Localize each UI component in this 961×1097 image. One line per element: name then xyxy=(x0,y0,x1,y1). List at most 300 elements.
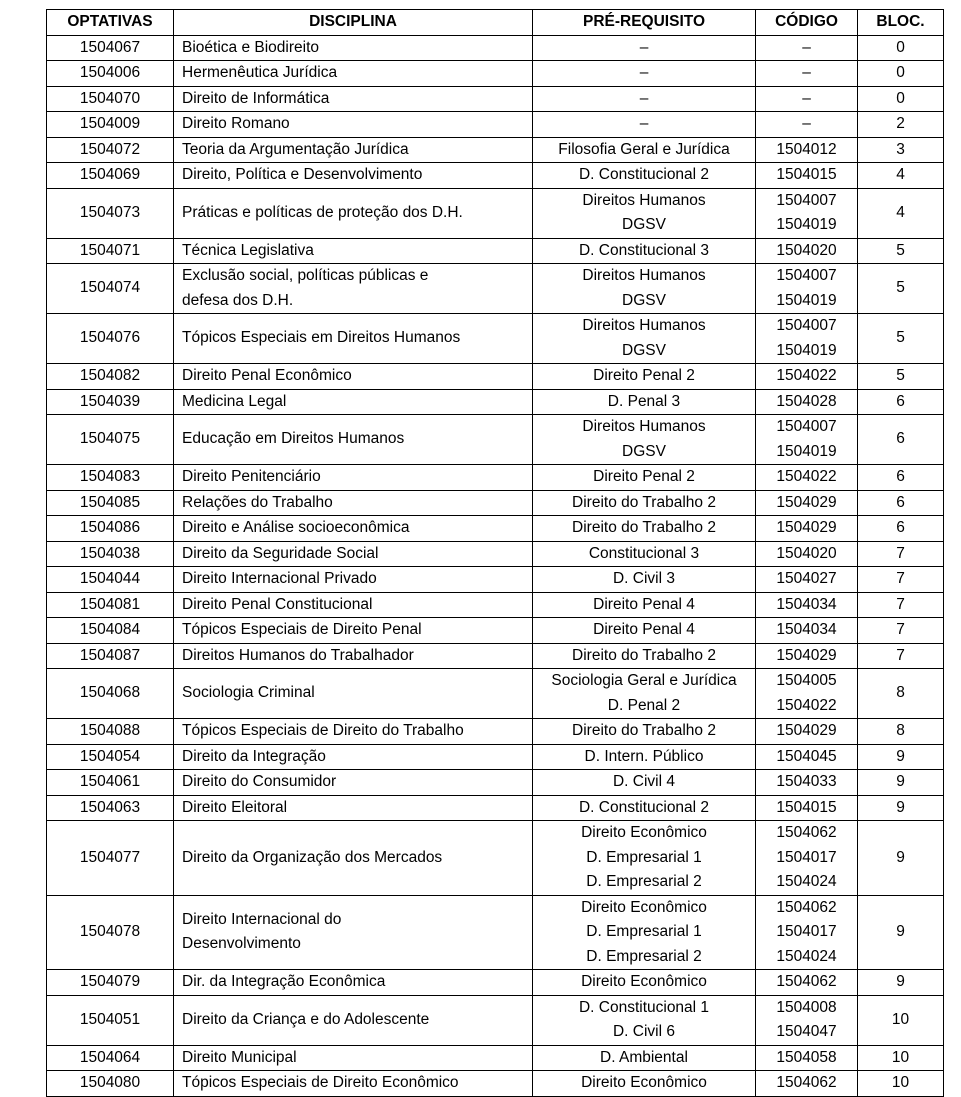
table-row xyxy=(47,238,944,264)
prerequisite-code-cell xyxy=(756,35,858,61)
prerequisite-line: D. Ambiental xyxy=(600,1048,688,1066)
table-row xyxy=(47,541,944,567)
prerequisite-line: Constitucional 3 xyxy=(588,544,700,562)
prerequisite-line: DGSV xyxy=(622,442,666,460)
prerequisite-code-cell xyxy=(756,490,858,516)
discipline-line: Tópicos Especiais de Direito Penal xyxy=(182,621,422,638)
bloc-cell: 8 xyxy=(858,719,944,745)
prerequisite-code-cell xyxy=(756,895,858,970)
discipline-line: Sociologia Criminal xyxy=(182,684,315,702)
bloc-cell: 6 xyxy=(858,465,944,491)
prerequisite-code-line: 1504019 xyxy=(776,341,837,359)
prerequisite-line: – xyxy=(639,38,649,56)
discipline-cell xyxy=(174,1071,533,1097)
discipline-line: Dir. da Integração Econômica xyxy=(182,973,386,990)
prerequisite-code-line: 1504019 xyxy=(776,291,837,309)
prerequisite-cell xyxy=(533,541,756,567)
prerequisite-code-cell xyxy=(756,795,858,821)
bloc-cell: 4 xyxy=(858,188,944,238)
prerequisite-code-line: 1504008 xyxy=(776,998,837,1016)
discipline-line: Práticas e políticas de proteção dos D.H. xyxy=(182,203,463,221)
prerequisite-cell xyxy=(533,490,756,516)
table-row xyxy=(47,669,944,719)
bloc-cell: 9 xyxy=(858,744,944,770)
elective-code-cell: 1504071 xyxy=(47,238,174,264)
prerequisite-line: Sociologia Geral e Jurídica xyxy=(551,672,737,689)
prerequisite-cell xyxy=(533,364,756,390)
discipline-cell xyxy=(174,364,533,390)
prerequisite-code-cell xyxy=(756,137,858,163)
electives-table xyxy=(46,9,944,1097)
table-row xyxy=(47,389,944,415)
discipline-line: Direito da Organização dos Mercados xyxy=(182,848,443,866)
prerequisite-code-line: 1504029 xyxy=(776,722,837,739)
prerequisite-code-cell xyxy=(756,61,858,87)
prerequisite-code-line: 1504022 xyxy=(776,468,837,485)
prerequisite-cell xyxy=(533,314,756,364)
prerequisite-code-line: 1504028 xyxy=(776,392,837,410)
prerequisite-code-line: 1504019 xyxy=(776,442,837,460)
prerequisite-line: – xyxy=(639,89,649,107)
prerequisite-code-cell xyxy=(756,188,858,238)
elective-code-cell: 1504068 xyxy=(47,669,174,719)
prerequisite-cell xyxy=(533,821,756,896)
prerequisite-line: D. Empresarial 1 xyxy=(586,848,702,866)
prerequisite-line: Filosofia Geral e Jurídica xyxy=(558,140,730,158)
table-row xyxy=(47,592,944,618)
prerequisite-code-cell xyxy=(756,970,858,996)
prerequisite-cell xyxy=(533,643,756,669)
prerequisite-code-line: 1504058 xyxy=(776,1048,837,1066)
table-header xyxy=(47,10,944,36)
table-row xyxy=(47,770,944,796)
bloc-cell: 9 xyxy=(858,895,944,970)
prerequisite-line: D. Civil 6 xyxy=(612,1023,675,1040)
discipline-line: Direito de Informática xyxy=(182,89,330,107)
prerequisite-cell xyxy=(533,264,756,314)
table-row xyxy=(47,415,944,465)
discipline-line: Tópicos Especiais de Direito Econômico xyxy=(182,1074,459,1091)
prerequisite-code-cell xyxy=(756,238,858,264)
discipline-line: Direito Internacional Privado xyxy=(182,570,377,587)
table-row xyxy=(47,643,944,669)
table-row xyxy=(47,490,944,516)
discipline-cell xyxy=(174,465,533,491)
prerequisite-line: D. Empresarial 2 xyxy=(586,947,702,965)
prerequisite-line: Direito do Trabalho 2 xyxy=(572,519,716,536)
bloc-cell: 0 xyxy=(858,35,944,61)
elective-code-cell: 1504085 xyxy=(47,490,174,516)
prerequisite-code-line: 1504022 xyxy=(776,367,837,384)
elective-code-cell: 1504063 xyxy=(47,795,174,821)
prerequisite-cell xyxy=(533,669,756,719)
discipline-line: Desenvolvimento xyxy=(182,935,301,953)
prerequisite-code-cell xyxy=(756,995,858,1045)
discipline-cell xyxy=(174,264,533,314)
table-row xyxy=(47,618,944,644)
discipline-line: Direito Eleitoral xyxy=(182,798,288,816)
prerequisite-cell xyxy=(533,770,756,796)
prerequisite-cell xyxy=(533,1071,756,1097)
prerequisite-line: D. Penal 2 xyxy=(607,696,681,714)
elective-code-cell: 1504087 xyxy=(47,643,174,669)
discipline-cell xyxy=(174,567,533,593)
prerequisite-cell xyxy=(533,238,756,264)
table-row xyxy=(47,995,944,1045)
prerequisite-code-line: – xyxy=(802,64,811,81)
discipline-line: Direito, Política e Desenvolvimento xyxy=(182,166,423,183)
prerequisite-cell xyxy=(533,86,756,112)
discipline-line: Direito Municipal xyxy=(182,1048,297,1066)
prerequisite-code-line: 1504019 xyxy=(776,216,837,233)
bloc-cell: 10 xyxy=(858,995,944,1045)
prerequisite-code-cell xyxy=(756,364,858,390)
bloc-cell: 7 xyxy=(858,618,944,644)
discipline-line: Técnica Legislativa xyxy=(182,241,314,259)
prerequisite-code-cell xyxy=(756,821,858,896)
prerequisite-code-cell xyxy=(756,389,858,415)
elective-code-cell: 1504080 xyxy=(47,1071,174,1097)
elective-code-cell: 1504006 xyxy=(47,61,174,87)
prerequisite-line: – xyxy=(639,64,649,81)
prerequisite-code-cell xyxy=(756,1071,858,1097)
discipline-line: Direito Penal Constitucional xyxy=(182,595,373,613)
elective-code-cell: 1504076 xyxy=(47,314,174,364)
table-row xyxy=(47,821,944,896)
prerequisite-line: D. Constitucional 3 xyxy=(578,241,710,259)
elective-code-cell: 1504075 xyxy=(47,415,174,465)
prerequisite-cell xyxy=(533,795,756,821)
bloc-cell: 2 xyxy=(858,112,944,138)
bloc-cell: 7 xyxy=(858,567,944,593)
discipline-cell xyxy=(174,1045,533,1071)
elective-code-cell: 1504039 xyxy=(47,389,174,415)
prerequisite-code-cell xyxy=(756,163,858,189)
prerequisite-code-line: 1504045 xyxy=(776,747,837,765)
table-row xyxy=(47,895,944,970)
prerequisite-code-line: 1504034 xyxy=(776,595,837,613)
discipline-line: Bioética e Biodireito xyxy=(182,38,319,56)
prerequisite-code-line: 1504015 xyxy=(776,166,837,183)
discipline-line: Direito da Seguridade Social xyxy=(182,544,379,562)
prerequisite-line: Direito do Trabalho 2 xyxy=(572,722,716,739)
prerequisite-line: D. Constitucional 2 xyxy=(578,166,710,183)
prerequisite-code-line: 1504027 xyxy=(776,570,837,587)
bloc-cell: 10 xyxy=(858,1045,944,1071)
prerequisite-cell xyxy=(533,516,756,542)
prerequisite-code-line: 1504024 xyxy=(776,947,837,965)
prerequisite-code-line: 1504007 xyxy=(776,191,837,209)
discipline-line: defesa dos D.H. xyxy=(182,291,294,309)
prerequisite-code-cell xyxy=(756,541,858,567)
prerequisite-cell xyxy=(533,719,756,745)
discipline-cell xyxy=(174,995,533,1045)
discipline-cell xyxy=(174,163,533,189)
table-row xyxy=(47,1045,944,1071)
prerequisite-code-line: 1504062 xyxy=(776,973,837,990)
elective-code-cell: 1504083 xyxy=(47,465,174,491)
elective-code-cell: 1504009 xyxy=(47,112,174,138)
header-disciplina: DISCIPLINA xyxy=(174,10,533,36)
discipline-line: Educação em Direitos Humanos xyxy=(182,430,405,448)
prerequisite-line: Direito Econômico xyxy=(581,824,707,841)
prerequisite-code-line: 1504012 xyxy=(776,140,837,158)
discipline-cell xyxy=(174,86,533,112)
prerequisite-line: DGSV xyxy=(622,216,666,233)
table-row xyxy=(47,465,944,491)
prerequisite-code-line: 1504015 xyxy=(776,798,837,816)
prerequisite-cell xyxy=(533,592,756,618)
prerequisite-line: DGSV xyxy=(622,291,666,309)
discipline-cell xyxy=(174,415,533,465)
elective-code-cell: 1504051 xyxy=(47,995,174,1045)
prerequisite-line: Direito Econômico xyxy=(581,973,707,990)
discipline-line: Direito Penitenciário xyxy=(182,468,321,485)
discipline-cell xyxy=(174,895,533,970)
prerequisite-code-cell xyxy=(756,592,858,618)
prerequisite-line: Direito do Trabalho 2 xyxy=(572,646,716,664)
discipline-line: Direito do Consumidor xyxy=(182,773,337,790)
prerequisite-cell xyxy=(533,415,756,465)
prerequisite-code-line: 1504033 xyxy=(776,773,837,790)
prerequisite-code-line: 1504017 xyxy=(776,848,837,866)
prerequisite-code-cell xyxy=(756,618,858,644)
prerequisite-line: DGSV xyxy=(622,341,666,359)
discipline-cell xyxy=(174,314,533,364)
prerequisite-code-line: – xyxy=(802,38,811,56)
elective-code-cell: 1504054 xyxy=(47,744,174,770)
bloc-cell: 9 xyxy=(858,770,944,796)
discipline-cell xyxy=(174,541,533,567)
table-body xyxy=(47,35,944,1096)
prerequisite-cell xyxy=(533,465,756,491)
prerequisite-line: D. Civil 4 xyxy=(612,773,675,790)
prerequisite-line: Direito Econômico xyxy=(581,898,707,916)
bloc-cell: 0 xyxy=(858,86,944,112)
discipline-cell xyxy=(174,669,533,719)
table-row xyxy=(47,137,944,163)
prerequisite-cell xyxy=(533,995,756,1045)
elective-code-cell: 1504077 xyxy=(47,821,174,896)
bloc-cell: 5 xyxy=(858,264,944,314)
bloc-cell: 6 xyxy=(858,389,944,415)
prerequisite-line: Direitos Humanos xyxy=(582,317,706,334)
bloc-cell: 5 xyxy=(858,238,944,264)
prerequisite-code-line: 1504047 xyxy=(776,1023,837,1040)
elective-code-cell: 1504038 xyxy=(47,541,174,567)
discipline-cell xyxy=(174,112,533,138)
prerequisite-code-cell xyxy=(756,465,858,491)
elective-code-cell: 1504078 xyxy=(47,895,174,970)
prerequisite-code-cell xyxy=(756,112,858,138)
table-row xyxy=(47,744,944,770)
prerequisite-cell xyxy=(533,35,756,61)
header-pre-requisito: PRÉ-REQUISITO xyxy=(533,10,756,36)
elective-code-cell: 1504079 xyxy=(47,970,174,996)
table-row xyxy=(47,364,944,390)
elective-code-cell: 1504061 xyxy=(47,770,174,796)
prerequisite-code-cell xyxy=(756,719,858,745)
discipline-line: Direitos Humanos do Trabalhador xyxy=(182,646,414,664)
prerequisite-code-line: 1504022 xyxy=(776,696,837,714)
bloc-cell: 0 xyxy=(858,61,944,87)
header-bloc: BLOC. xyxy=(858,10,944,36)
discipline-cell xyxy=(174,719,533,745)
prerequisite-line: Direitos Humanos xyxy=(582,267,706,284)
discipline-cell xyxy=(174,770,533,796)
discipline-line: Direito Internacional do xyxy=(182,910,342,928)
prerequisite-code-line: 1504024 xyxy=(776,873,837,890)
prerequisite-code-cell xyxy=(756,567,858,593)
prerequisite-code-line: 1504007 xyxy=(776,317,837,334)
prerequisite-code-line: 1504062 xyxy=(776,898,837,916)
header-codigo: CÓDIGO xyxy=(756,10,858,36)
prerequisite-code-cell xyxy=(756,669,858,719)
prerequisite-cell xyxy=(533,112,756,138)
discipline-cell xyxy=(174,744,533,770)
table-row xyxy=(47,795,944,821)
prerequisite-line: Direito Penal 4 xyxy=(593,595,695,613)
bloc-cell: 9 xyxy=(858,821,944,896)
table-row xyxy=(47,567,944,593)
table-row xyxy=(47,163,944,189)
elective-code-cell: 1504086 xyxy=(47,516,174,542)
discipline-cell xyxy=(174,137,533,163)
prerequisite-line: D. Civil 3 xyxy=(612,570,675,587)
bloc-cell: 5 xyxy=(858,364,944,390)
table-row xyxy=(47,314,944,364)
elective-code-cell: 1504081 xyxy=(47,592,174,618)
prerequisite-code-cell xyxy=(756,86,858,112)
table-row xyxy=(47,188,944,238)
discipline-line: Direito Penal Econômico xyxy=(182,367,352,384)
table-row xyxy=(47,86,944,112)
discipline-cell xyxy=(174,238,533,264)
prerequisite-code-line: 1504062 xyxy=(776,1074,837,1091)
discipline-line: Tópicos Especiais de Direito do Trabalho xyxy=(182,722,464,739)
elective-code-cell: 1504084 xyxy=(47,618,174,644)
prerequisite-code-line: – xyxy=(802,115,811,132)
prerequisite-line: – xyxy=(639,115,649,132)
prerequisite-line: D. Empresarial 1 xyxy=(586,923,702,940)
prerequisite-line: Direito Penal 2 xyxy=(593,367,695,384)
header-optativas: OPTATIVAS xyxy=(47,10,174,36)
prerequisite-code-line: 1504007 xyxy=(776,418,837,435)
table-row xyxy=(47,1071,944,1097)
elective-code-cell: 1504082 xyxy=(47,364,174,390)
elective-code-cell: 1504069 xyxy=(47,163,174,189)
discipline-line: Exclusão social, políticas públicas e xyxy=(182,267,429,284)
bloc-cell: 6 xyxy=(858,490,944,516)
prerequisite-code-cell xyxy=(756,1045,858,1071)
elective-code-cell: 1504074 xyxy=(47,264,174,314)
discipline-cell xyxy=(174,516,533,542)
discipline-line: Tópicos Especiais em Direitos Humanos xyxy=(182,329,461,347)
discipline-cell xyxy=(174,821,533,896)
prerequisite-cell xyxy=(533,163,756,189)
prerequisite-line: Direito Penal 4 xyxy=(593,621,695,638)
discipline-cell xyxy=(174,389,533,415)
discipline-line: Medicina Legal xyxy=(182,392,287,410)
prerequisite-line: D. Intern. Público xyxy=(584,747,704,765)
discipline-line: Direito Romano xyxy=(182,115,290,132)
prerequisite-line: Direitos Humanos xyxy=(582,191,706,209)
prerequisite-cell xyxy=(533,389,756,415)
discipline-cell xyxy=(174,643,533,669)
discipline-cell xyxy=(174,35,533,61)
discipline-line: Direito da Integração xyxy=(182,747,326,765)
prerequisite-code-cell xyxy=(756,516,858,542)
prerequisite-cell xyxy=(533,744,756,770)
prerequisite-code-cell xyxy=(756,415,858,465)
prerequisite-code-cell xyxy=(756,314,858,364)
discipline-cell xyxy=(174,970,533,996)
discipline-line: Direito e Análise socioeconômica xyxy=(182,519,410,536)
prerequisite-cell xyxy=(533,895,756,970)
prerequisite-code-cell xyxy=(756,770,858,796)
discipline-cell xyxy=(174,61,533,87)
discipline-line: Relações do Trabalho xyxy=(182,493,333,511)
bloc-cell: 7 xyxy=(858,592,944,618)
prerequisite-line: Direito do Trabalho 2 xyxy=(572,493,716,511)
prerequisite-code-cell xyxy=(756,744,858,770)
discipline-line: Teoria da Argumentação Jurídica xyxy=(182,140,409,158)
elective-code-cell: 1504067 xyxy=(47,35,174,61)
discipline-cell xyxy=(174,795,533,821)
bloc-cell: 3 xyxy=(858,137,944,163)
prerequisite-cell xyxy=(533,618,756,644)
prerequisite-code-line: 1504029 xyxy=(776,519,837,536)
prerequisite-line: Direito Econômico xyxy=(581,1074,707,1091)
prerequisite-code-line: 1504005 xyxy=(776,672,837,689)
table-row xyxy=(47,970,944,996)
bloc-cell: 9 xyxy=(858,970,944,996)
discipline-cell xyxy=(174,490,533,516)
bloc-cell: 6 xyxy=(858,516,944,542)
prerequisite-line: Direitos Humanos xyxy=(582,418,706,435)
table-row xyxy=(47,35,944,61)
prerequisite-cell xyxy=(533,1045,756,1071)
discipline-line: Hermenêutica Jurídica xyxy=(182,64,338,81)
prerequisite-code-line: – xyxy=(802,89,811,107)
prerequisite-code-line: 1504062 xyxy=(776,824,837,841)
prerequisite-cell xyxy=(533,188,756,238)
prerequisite-line: D. Constitucional 1 xyxy=(578,998,710,1016)
elective-code-cell: 1504088 xyxy=(47,719,174,745)
prerequisite-cell xyxy=(533,137,756,163)
table-row xyxy=(47,61,944,87)
discipline-cell xyxy=(174,188,533,238)
prerequisite-cell xyxy=(533,567,756,593)
table-row xyxy=(47,264,944,314)
header-row xyxy=(47,10,944,36)
prerequisite-line: D. Empresarial 2 xyxy=(586,873,702,890)
bloc-cell: 7 xyxy=(858,541,944,567)
prerequisite-line: Direito Penal 2 xyxy=(593,468,695,485)
prerequisite-code-line: 1504029 xyxy=(776,646,837,664)
prerequisite-line: D. Constitucional 2 xyxy=(578,798,710,816)
table-row xyxy=(47,719,944,745)
table-row xyxy=(47,112,944,138)
discipline-line: Direito da Criança e do Adolescente xyxy=(182,1010,430,1028)
prerequisite-code-line: 1504034 xyxy=(776,621,837,638)
bloc-cell: 5 xyxy=(858,314,944,364)
elective-code-cell: 1504070 xyxy=(47,86,174,112)
elective-code-cell: 1504064 xyxy=(47,1045,174,1071)
prerequisite-code-line: 1504017 xyxy=(776,923,837,940)
prerequisite-cell xyxy=(533,61,756,87)
discipline-cell xyxy=(174,618,533,644)
